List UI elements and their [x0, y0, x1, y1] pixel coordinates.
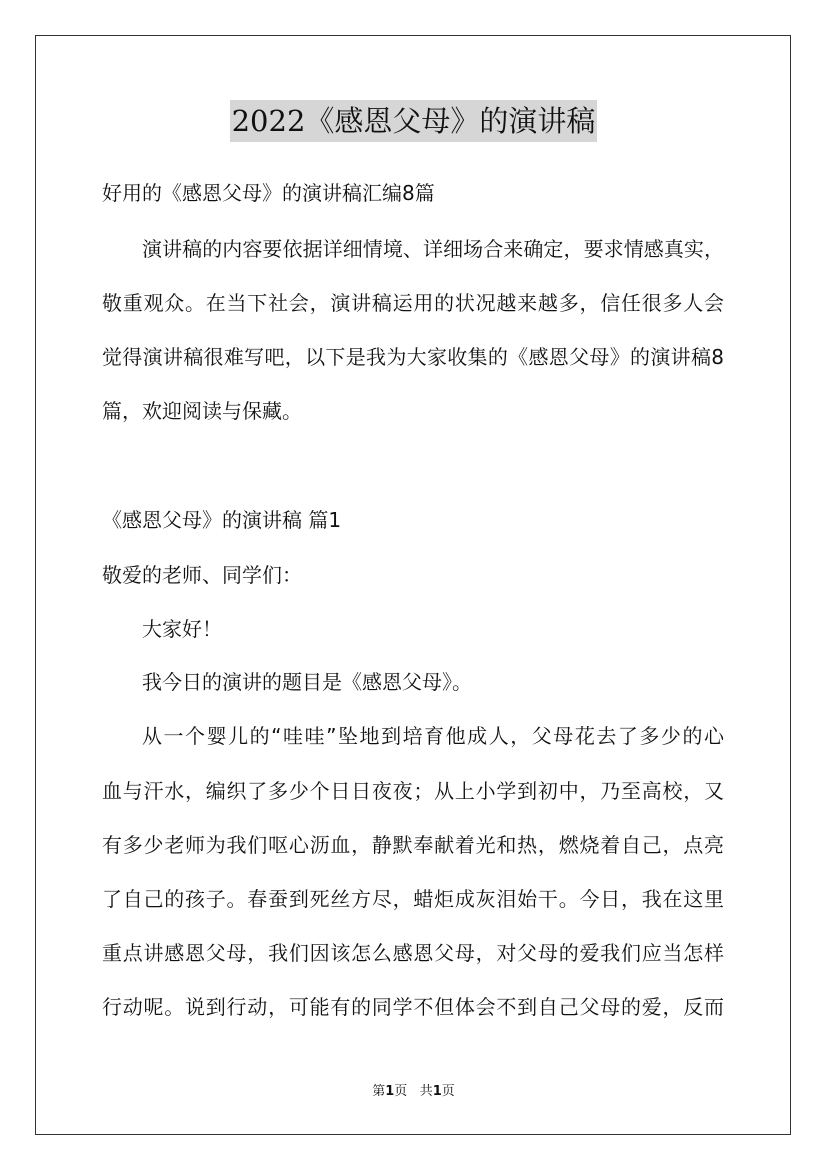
body-line-4: 了自己的孩子。春蚕到死丝方尽，蜡炬成灰泪始干。今日，我在这里 [102, 887, 724, 911]
page-footer [0, 1083, 827, 1101]
body-line-1: 从一个婴儿的“哇哇”坠地到培育他成人，父母花去了多少的心 [142, 724, 724, 748]
section-heading: 《感恩父母》的演讲稿 篇1 [102, 508, 342, 532]
topic-line: 我今日的演讲的题目是《感恩父母》。 [142, 670, 472, 694]
document-title: 2022《感恩父母》的演讲稿 [230, 100, 598, 142]
intro-line-4: 篇，欢迎阅读与保藏。 [102, 399, 302, 423]
intro-line-2: 敬重观众。在当下社会，演讲稿运用的状况越来越多，信任很多人会 [102, 291, 724, 315]
intro-line-1: 演讲稿的内容要依据详细情境、详细场合来确定，要求情感真实， [142, 237, 724, 261]
footer-page-mid: 页 共 [394, 1084, 433, 1099]
intro-line-3: 觉得演讲稿很难写吧，以下是我为大家收集的《感恩父母》的演讲稿8 [102, 345, 724, 369]
document-subtitle: 好用的《感恩父母》的演讲稿汇编8篇 [102, 181, 435, 205]
footer-page-current: 1 [385, 1084, 395, 1099]
footer-page-suffix: 页 [441, 1084, 455, 1099]
footer-page-total: 1 [432, 1084, 442, 1099]
salutation: 敬爱的老师、同学们： [102, 563, 302, 587]
body-line-6: 行动呢。说到行动，可能有的同学不但体会不到自己父母的爱，反而 [102, 995, 724, 1019]
greeting: 大家好！ [142, 617, 222, 641]
body-line-3: 有多少老师为我们呕心沥血，静默奉献着光和热，燃烧着自己，点亮 [102, 833, 724, 857]
body-line-5: 重点讲感恩父母，我们因该怎么感恩父母，对父母的爱我们应当怎样 [102, 941, 724, 965]
title-wrap [0, 100, 827, 142]
footer-page-prefix: 第 [372, 1084, 386, 1099]
body-line-2: 血与汗水，编织了多少个日日夜夜；从上小学到初中，乃至高校，又 [102, 779, 724, 803]
